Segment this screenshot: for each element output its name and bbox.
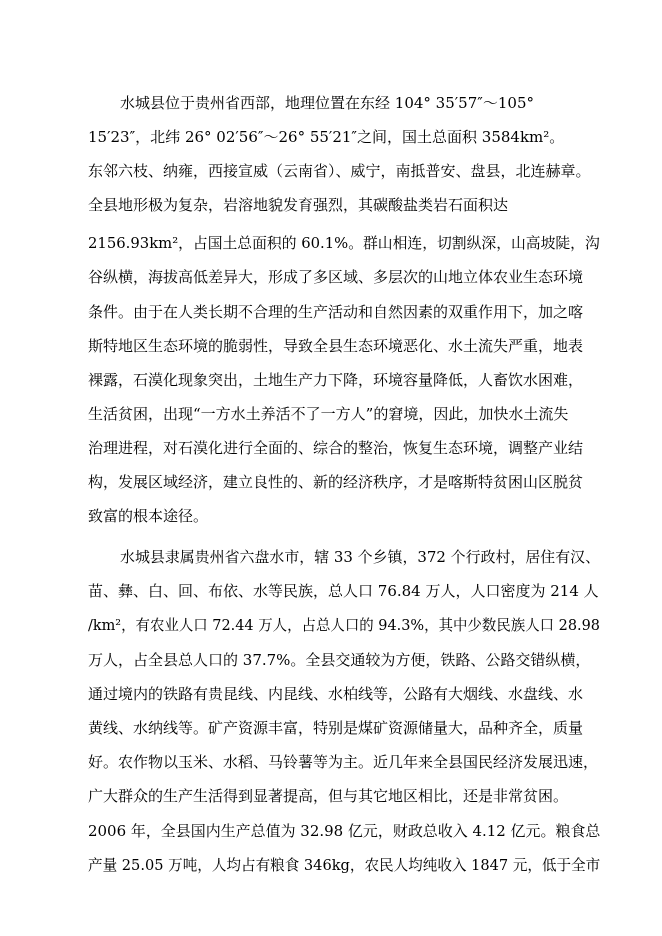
text-line: 生活贫困，出现“一方水土养活不了一方人”的窘境，因此，加快水土流失 — [88, 405, 569, 423]
text-line: 广大群众的生产生活得到显著提高，但与其它地区相比，还是非常贫困。 — [88, 787, 569, 805]
text-line: 产量 25.05 万吨，人均占有粮食 346kg，农民人均纯收入 1847 元，低于全市 — [88, 856, 601, 874]
text-line: 斯特地区生态环境的脆弱性，导致全县生态环境恶化、水土流失严重，地表 — [88, 337, 584, 355]
text-line: 万人，占全县总人口的 37.7%。全县交通较为方便，铁路、公路交错纵横， — [88, 651, 591, 669]
text-line: 治理进程，对石漠化进行全面的、综合的整治，恢复生态环境，调整产业结 — [88, 439, 584, 457]
text-line: 2006 年，全县国内生产总值为 32.98 亿元，财政总收入 4.12 亿元。粮食总 — [88, 822, 601, 840]
text-line: 水城县隶属贵州省六盘水市，辖 33 个乡镇，372 个行政村，居住有汉、 — [120, 548, 601, 566]
text-line: 水城县位于贵州省西部，地理位置在东经 104° 35′57″～105° — [120, 94, 534, 112]
text-line: 条件。由于在人类长期不合理的生产活动和自然因素的双重作用下，加之喀 — [88, 303, 584, 321]
text-line: 全县地形极为复杂，岩溶地貌发育强烈，其碳酸盐类岩石面积达 — [88, 196, 509, 214]
text-line: 15′23″，北纬 26° 02′56″～26° 55′21″之间，国土总面积 3584km²。 — [88, 128, 565, 146]
text-line: 好。农作物以玉米、水稻、马铃薯等为主。近几年来全县国民经济发展迅速， — [88, 753, 599, 771]
text-line: 黄线、水纳线等。矿产资源丰富，特别是煤矿资源储量大，品种齐全，质量 — [88, 719, 584, 737]
text-line: 致富的根本途径。 — [88, 507, 209, 525]
text-line: 通过境内的铁路有贵昆线、内昆线、水柏线等，公路有大烟线、水盘线、水 — [88, 685, 584, 703]
text-line: 谷纵横，海拔高低差异大，形成了多区域、多层次的山地立体农业生态环境 — [88, 268, 584, 286]
text-line: /km²，有农业人口 72.44 万人，占总人口的 94.3%，其中少数民族人口 28.98 — [88, 616, 600, 634]
text-line: 构，发展区域经济，建立良性的、新的经济秩序，才是喀斯特贫困山区脱贫 — [88, 473, 584, 491]
text-line: 苗、彝、白、回、布依、水等民族，总人口 76.84 万人，人口密度为 214 人 — [88, 582, 599, 600]
text-line: 裸露，石漠化现象突出，土地生产力下降，环境容量降低，人畜饮水困难， — [88, 371, 584, 389]
text-line: 东邻六枝、纳雍，西接宣威（云南省）、威宁，南抵普安、盘县，北连赫章。 — [88, 162, 591, 180]
text-line: 2156.93km²，占国土总面积的 60.1%。群山相连，切割纵深，山高坡陡，沟 — [88, 234, 600, 252]
